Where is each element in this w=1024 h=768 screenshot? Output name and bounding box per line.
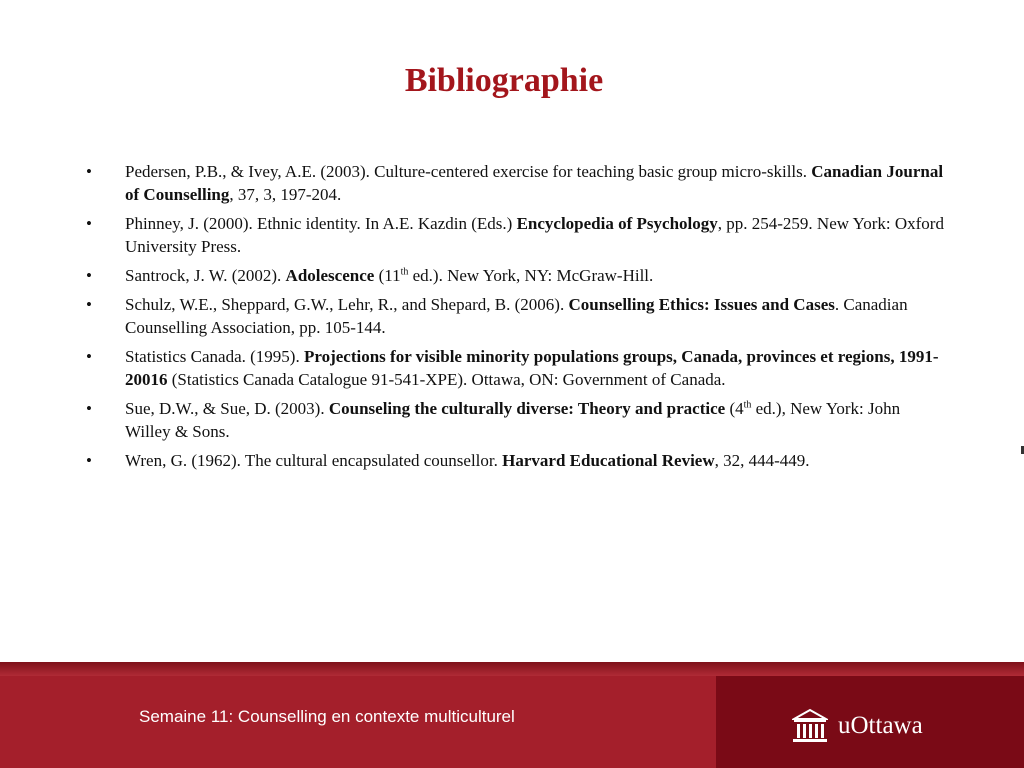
reference-item (86, 345, 946, 391)
reference-source-title: Projections for visible minority populations groups, Canada, provinces et regions, 1991-20016 (125, 347, 939, 389)
reference-text: (4 (725, 399, 744, 418)
reference-item (86, 397, 946, 443)
footer-course-label: Semaine 11: Counselling en contexte multiculturel (139, 707, 515, 726)
footer-bar (0, 662, 1024, 768)
reference-text: , 32, 444-449. (714, 451, 810, 470)
reference-text: ed.), New York: John Willey & Sons. (125, 399, 901, 441)
building-icon (792, 707, 828, 745)
bibliography-list (86, 160, 946, 478)
reference-text: Wren, G. (1962). The cultural encapsulated counsellor. (125, 451, 503, 470)
reference-item (86, 449, 946, 472)
reference-superscript: th (743, 399, 752, 411)
reference-text: , 37, 3, 197-204. (229, 185, 342, 204)
page-title: Bibliographie (404, 62, 604, 99)
reference-text: (Statistics Canada Catalogue 91-541-XPE). Ottawa, ON: Government of Canada. (167, 370, 726, 389)
reference-text: . Canadian Counselling Association, pp. 105-144. (125, 295, 908, 337)
reference-item (86, 293, 946, 339)
reference-text: , pp. 254-259. New York: Oxford University Press. (125, 214, 944, 256)
reference-text: ed.). New York, NY: McGraw-Hill. (408, 266, 654, 285)
reference-source-title: Harvard Educational Review (502, 451, 715, 470)
reference-text: Santrock, J. W. (2002). (125, 266, 286, 285)
reference-source-title: Canadian Journal of Counselling (125, 162, 944, 204)
reference-item (86, 212, 946, 258)
reference-item (86, 160, 946, 206)
logo-text: uOttawa (838, 712, 923, 739)
reference-text: Sue, D.W., & Sue, D. (2003). (125, 399, 329, 418)
reference-text: Schulz, W.E., Sheppard, G.W., Lehr, R., and Shepard, B. (2006). (125, 295, 569, 314)
reference-source-title: Counselling Ethics: Issues and Cases (568, 295, 835, 314)
reference-text: (11 (374, 266, 401, 285)
reference-source-title: Adolescence (285, 266, 375, 285)
reference-text: Pedersen, P.B., & Ivey, A.E. (2003). Culture-centered exercise for teaching basic group micro-skills. (125, 162, 812, 181)
uottawa-logo (792, 706, 923, 746)
reference-text: Phinney, J. (2000). Ethnic identity. In A.E. Kazdin (Eds.) (125, 214, 517, 233)
reference-source-title: Encyclopedia of Psychology (516, 214, 718, 233)
reference-text: Statistics Canada. (1995). (125, 347, 304, 366)
reference-source-title: Counseling the culturally diverse: Theory and practice (328, 399, 726, 418)
reference-superscript: th (400, 266, 409, 278)
footer-divider (0, 662, 1024, 676)
reference-item (86, 264, 946, 287)
